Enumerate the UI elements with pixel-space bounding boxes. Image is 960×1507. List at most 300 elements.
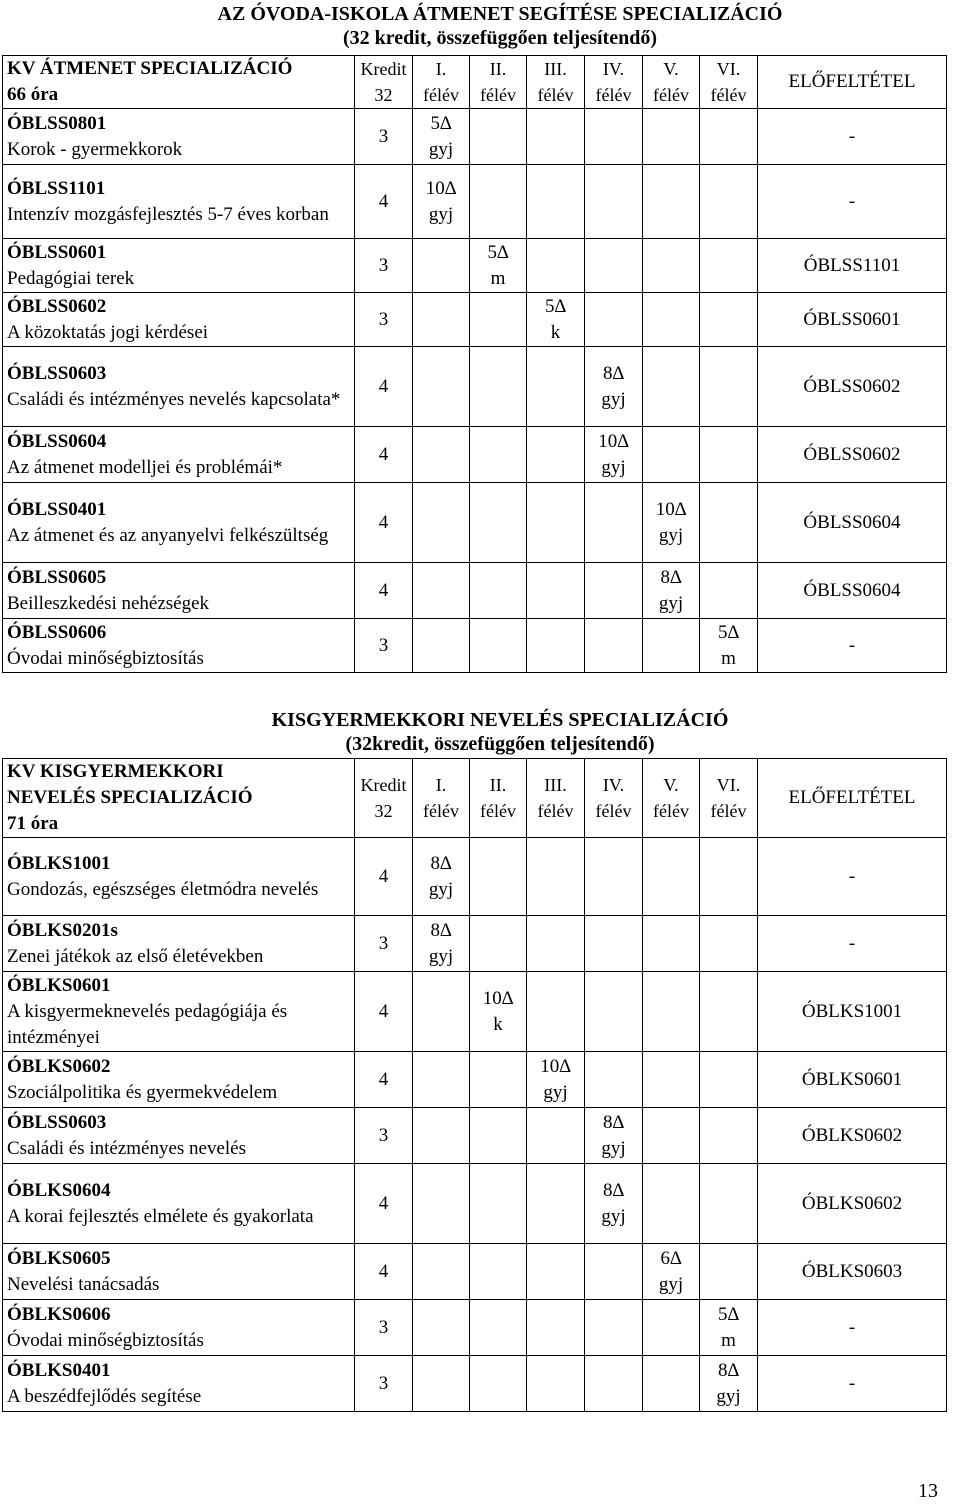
- course-prereq: ÓBLKS0603: [758, 1244, 947, 1300]
- table-row: [3, 1052, 947, 1108]
- semester-cell: [527, 427, 585, 483]
- semester-cell: [413, 563, 470, 619]
- semester-number: III.: [544, 775, 567, 795]
- course-cell: [3, 916, 355, 972]
- course-prereq: ÓBLKS0602: [758, 1108, 947, 1164]
- course-code: ÓBLSS0401: [7, 498, 107, 520]
- semester-cell: [700, 483, 758, 563]
- semester-cell: [585, 109, 643, 165]
- table-row: [3, 427, 947, 483]
- course-assessment: gyj: [601, 1137, 626, 1159]
- course-credit: 4: [355, 1244, 413, 1300]
- semester-cell: [585, 427, 643, 483]
- course-hours: 6∆: [660, 1247, 682, 1269]
- course-assessment: gyj: [658, 592, 684, 614]
- semester-cell: [585, 1164, 643, 1244]
- course-hours: 10∆: [482, 987, 514, 1009]
- semester-cell: [585, 293, 643, 347]
- course-hours: 5∆: [717, 1303, 740, 1325]
- course-cell: [3, 619, 355, 673]
- semester-cell: [643, 619, 700, 673]
- course-hours: 10∆: [655, 498, 687, 520]
- course-code: ÓBLSS0603: [7, 1111, 107, 1133]
- table-row: [3, 1300, 947, 1356]
- course-prereq: ÓBLKS0601: [758, 1052, 947, 1108]
- semester-cell: [700, 619, 758, 673]
- course-prereq: -: [758, 1356, 947, 1412]
- semester-word: félév: [423, 801, 459, 821]
- table-row: [3, 483, 947, 563]
- kredit-value: 32: [374, 85, 393, 105]
- semester-cell: [643, 1244, 700, 1300]
- course-title: A kisgyermeknevelés pedagógiája és intézményei: [7, 1000, 288, 1048]
- course-code: ÓBLKS0606: [7, 1303, 111, 1325]
- semester-cell: [470, 916, 527, 972]
- semester-cell: [413, 1244, 470, 1300]
- semester-header: [413, 759, 470, 838]
- semester-cell: [643, 165, 700, 239]
- course-assessment: m: [721, 647, 736, 669]
- course-prereq: -: [758, 1300, 947, 1356]
- semester-cell: [643, 239, 700, 293]
- course-prereq: ÓBLSS1101: [758, 239, 947, 293]
- section1-title-block: [160, 2, 840, 50]
- semester-cell: [413, 1164, 470, 1244]
- course-title: Beilleszkedési nehézségek: [7, 592, 210, 614]
- semester-cell: [700, 563, 758, 619]
- semester-number: I.: [435, 775, 447, 795]
- course-cell: [3, 293, 355, 347]
- semester-cell: [413, 165, 470, 239]
- course-assessment: gyj: [658, 524, 684, 546]
- section1-header-kredit: [355, 56, 413, 109]
- semester-cell: [700, 347, 758, 427]
- semester-cell: [700, 1108, 758, 1164]
- course-code: ÓBLSS0801: [7, 112, 107, 134]
- course-hours: 5∆: [717, 621, 740, 643]
- semester-cell: [585, 347, 643, 427]
- semester-cell: [643, 916, 700, 972]
- semester-cell: [470, 1164, 527, 1244]
- course-code: ÓBLSS0603: [7, 362, 107, 384]
- semester-header: [527, 56, 585, 109]
- section2-header-row: [3, 759, 947, 838]
- course-code: ÓBLSS0606: [7, 621, 107, 643]
- course-title: Gondozás, egészséges életmódra nevelés: [7, 878, 319, 900]
- semester-header: [643, 759, 700, 838]
- course-code: ÓBLSS0601: [7, 241, 107, 263]
- semester-word: félév: [537, 85, 574, 105]
- semester-cell: [470, 1244, 527, 1300]
- semester-cell: [700, 109, 758, 165]
- semester-cell: [585, 1108, 643, 1164]
- table-row: [3, 1244, 947, 1300]
- semester-word: félév: [710, 801, 747, 821]
- course-hours: 10∆: [425, 177, 457, 199]
- semester-cell: [413, 483, 470, 563]
- kredit-value: 32: [374, 801, 393, 821]
- table-row: [3, 619, 947, 673]
- semester-cell: [470, 1300, 527, 1356]
- semester-cell: [585, 483, 643, 563]
- course-credit: 3: [355, 109, 413, 165]
- semester-cell: [585, 1356, 643, 1412]
- semester-header: [700, 759, 758, 838]
- section2-table: [2, 758, 947, 1412]
- semester-cell: [643, 972, 700, 1052]
- course-code: ÓBLSS1101: [7, 177, 106, 199]
- semester-cell: [527, 483, 585, 563]
- semester-cell: [700, 838, 758, 916]
- semester-cell: [643, 427, 700, 483]
- course-cell: [3, 347, 355, 427]
- course-assessment: gyj: [428, 203, 454, 225]
- course-title: Korok - gyermekkorok: [7, 138, 183, 160]
- semester-cell: [700, 1052, 758, 1108]
- semester-cell: [643, 347, 700, 427]
- course-code: ÓBLSS0602: [7, 295, 107, 317]
- semester-header: [413, 56, 470, 109]
- semester-cell: [470, 619, 527, 673]
- course-assessment: gyj: [428, 878, 454, 900]
- table-row: [3, 1108, 947, 1164]
- course-hours: 8∆: [602, 362, 625, 384]
- semester-cell: [700, 972, 758, 1052]
- course-code: ÓBLSS0605: [7, 566, 107, 588]
- course-hours: 8∆: [430, 919, 452, 941]
- course-assessment: gyj: [601, 388, 626, 410]
- semester-cell: [413, 239, 470, 293]
- course-credit: 3: [355, 293, 413, 347]
- semester-cell: [413, 347, 470, 427]
- course-code: ÓBLKS1001: [7, 852, 111, 874]
- semester-word: félév: [653, 85, 689, 105]
- course-code: ÓBLKS0604: [7, 1179, 111, 1201]
- semester-cell: [470, 483, 527, 563]
- section2-header-name-line1: KV KISGYERMEKKORI: [7, 761, 224, 782]
- semester-number: II.: [489, 775, 507, 795]
- table-row: [3, 563, 947, 619]
- course-hours: 10∆: [598, 430, 629, 452]
- course-code: ÓBLKS0601: [7, 974, 111, 996]
- semester-word: félév: [595, 801, 632, 821]
- semester-cell: [527, 165, 585, 239]
- course-prereq: ÓBLSS0604: [758, 483, 947, 563]
- semester-header: [643, 56, 700, 109]
- semester-cell: [643, 1356, 700, 1412]
- course-hours: 5∆: [487, 241, 509, 263]
- course-prereq: -: [758, 838, 947, 916]
- semester-cell: [585, 916, 643, 972]
- semester-number: II.: [489, 59, 507, 79]
- table-row: [3, 347, 947, 427]
- course-hours: 8∆: [660, 566, 682, 588]
- semester-cell: [700, 1164, 758, 1244]
- semester-word: félév: [537, 801, 574, 821]
- course-hours: 8∆: [602, 1111, 625, 1133]
- course-cell: [3, 239, 355, 293]
- semester-number: I.: [435, 59, 447, 79]
- semester-word: félév: [595, 85, 632, 105]
- semester-header: [585, 759, 643, 838]
- course-assessment: k: [493, 1013, 503, 1035]
- course-title: A közoktatás jogi kérdései: [7, 321, 209, 343]
- semester-cell: [470, 838, 527, 916]
- table-row: [3, 916, 947, 972]
- semester-cell: [413, 1052, 470, 1108]
- semester-cell: [527, 972, 585, 1052]
- section2-header-name-line3: 71 óra: [7, 813, 59, 834]
- table-row: [3, 1164, 947, 1244]
- semester-cell: [527, 838, 585, 916]
- section1-header-name-line2: 66 óra: [7, 84, 59, 105]
- course-hours: 8∆: [602, 1179, 625, 1201]
- section1-subtitle: (32 kredit, összefüggően teljesítendő): [342, 27, 658, 49]
- section2-header-name: [3, 759, 355, 838]
- section1-table: [2, 55, 947, 673]
- semester-cell: [470, 1108, 527, 1164]
- table-row: [3, 293, 947, 347]
- semester-cell: [527, 109, 585, 165]
- course-cell: [3, 165, 355, 239]
- course-assessment: gyj: [716, 1385, 741, 1407]
- course-assessment: gyj: [543, 1081, 568, 1103]
- course-prereq: ÓBLKS1001: [758, 972, 947, 1052]
- course-title: Nevelési tanácsadás: [7, 1273, 160, 1295]
- table-row: [3, 972, 947, 1052]
- course-code: ÓBLKS0602: [7, 1055, 111, 1077]
- section1-header-name: [3, 56, 355, 109]
- semester-cell: [470, 347, 527, 427]
- course-title: Az átmenet és az anyanyelvi felkészültség: [7, 524, 329, 546]
- section2-header-kredit: [355, 759, 413, 838]
- course-cell: [3, 1356, 355, 1412]
- course-cell: [3, 483, 355, 563]
- course-assessment: m: [721, 1329, 736, 1351]
- course-cell: [3, 1244, 355, 1300]
- course-hours: 5∆: [430, 112, 452, 134]
- section2-title-block: [160, 708, 840, 756]
- course-assessment: k: [550, 321, 561, 343]
- course-credit: 3: [355, 1108, 413, 1164]
- semester-cell: [700, 293, 758, 347]
- course-assessment: gyj: [658, 1273, 684, 1295]
- semester-cell: [700, 1244, 758, 1300]
- course-title: Óvodai minőségbiztosítás: [7, 647, 204, 669]
- semester-cell: [527, 1356, 585, 1412]
- course-hours: 5∆: [544, 295, 567, 317]
- semester-cell: [700, 239, 758, 293]
- semester-header: [470, 759, 527, 838]
- course-prereq: -: [758, 619, 947, 673]
- course-code: ÓBLSS0604: [7, 430, 107, 452]
- semester-header: [527, 759, 585, 838]
- semester-cell: [413, 1356, 470, 1412]
- semester-number: III.: [544, 59, 567, 79]
- course-title: Óvodai minőségbiztosítás: [7, 1329, 204, 1351]
- course-code: ÓBLKS0605: [7, 1247, 111, 1269]
- semester-cell: [585, 165, 643, 239]
- semester-cell: [413, 916, 470, 972]
- semester-cell: [413, 1300, 470, 1356]
- course-cell: [3, 1108, 355, 1164]
- semester-cell: [700, 427, 758, 483]
- course-title: Családi és intézményes nevelés kapcsolata*: [7, 388, 341, 410]
- semester-cell: [643, 1164, 700, 1244]
- section1-header-name-line1: KV ÁTMENET SPECIALIZÁCIÓ: [7, 58, 293, 79]
- semester-cell: [527, 239, 585, 293]
- table-row: [3, 1356, 947, 1412]
- semester-cell: [585, 838, 643, 916]
- semester-number: VI.: [716, 59, 741, 79]
- semester-cell: [470, 427, 527, 483]
- semester-header: [700, 56, 758, 109]
- semester-cell: [585, 563, 643, 619]
- course-hours: 10∆: [540, 1055, 571, 1077]
- course-credit: 3: [355, 1300, 413, 1356]
- kredit-label: Kredit: [360, 775, 407, 795]
- semester-cell: [527, 1300, 585, 1356]
- course-title: Intenzív mozgásfejlesztés 5-7 éves korban: [7, 203, 329, 225]
- semester-cell: [470, 563, 527, 619]
- semester-cell: [643, 1300, 700, 1356]
- course-prereq: ÓBLKS0602: [758, 1164, 947, 1244]
- semester-cell: [585, 972, 643, 1052]
- course-cell: [3, 1052, 355, 1108]
- semester-cell: [527, 1052, 585, 1108]
- course-prereq: ÓBLSS0602: [758, 427, 947, 483]
- course-credit: 4: [355, 838, 413, 916]
- course-prereq: -: [758, 109, 947, 165]
- semester-cell: [643, 1052, 700, 1108]
- semester-word: félév: [480, 801, 516, 821]
- section2-title: KISGYERMEKKORI NEVELÉS SPECIALIZÁCIÓ: [271, 709, 729, 731]
- semester-cell: [643, 293, 700, 347]
- semester-cell: [700, 916, 758, 972]
- course-prereq: -: [758, 165, 947, 239]
- course-credit: 4: [355, 165, 413, 239]
- table-row: [3, 165, 947, 239]
- semester-cell: [643, 838, 700, 916]
- semester-cell: [527, 1164, 585, 1244]
- semester-cell: [643, 563, 700, 619]
- course-prereq: ÓBLSS0604: [758, 563, 947, 619]
- semester-cell: [413, 1108, 470, 1164]
- semester-cell: [470, 972, 527, 1052]
- course-credit: 4: [355, 347, 413, 427]
- semester-word: félév: [653, 801, 689, 821]
- table-row: [3, 109, 947, 165]
- course-cell: [3, 109, 355, 165]
- course-prereq: ÓBLSS0601: [758, 293, 947, 347]
- course-credit: 3: [355, 239, 413, 293]
- course-title: A beszédfejlődés segítése: [7, 1385, 202, 1407]
- section2-header-name-line2: NEVELÉS SPECIALIZÁCIÓ: [7, 787, 253, 808]
- course-cell: [3, 838, 355, 916]
- semester-cell: [470, 165, 527, 239]
- semester-cell: [585, 1300, 643, 1356]
- semester-cell: [585, 619, 643, 673]
- semester-word: félév: [480, 85, 516, 105]
- course-code: ÓBLKS0201s: [7, 919, 118, 941]
- course-title: Az átmenet modelljei és problémái*: [7, 456, 283, 478]
- semester-cell: [643, 1108, 700, 1164]
- course-hours: 8∆: [430, 852, 452, 874]
- course-credit: 4: [355, 1052, 413, 1108]
- semester-cell: [527, 347, 585, 427]
- course-assessment: gyj: [428, 138, 454, 160]
- course-assessment: m: [490, 267, 506, 289]
- section1-title: AZ ÓVODA-ISKOLA ÁTMENET SEGÍTÉSE SPECIALIZÁCIÓ: [217, 3, 783, 25]
- table-row: [3, 239, 947, 293]
- course-code: ÓBLKS0401: [7, 1359, 111, 1381]
- semester-number: IV.: [602, 775, 625, 795]
- semester-cell: [643, 109, 700, 165]
- semester-cell: [527, 916, 585, 972]
- semester-cell: [470, 293, 527, 347]
- semester-cell: [413, 972, 470, 1052]
- course-credit: 4: [355, 563, 413, 619]
- semester-cell: [470, 239, 527, 293]
- section1-header-row: [3, 56, 947, 109]
- course-assessment: gyj: [601, 456, 626, 478]
- course-title: Zenei játékok az első életévekben: [7, 945, 264, 967]
- course-credit: 3: [355, 619, 413, 673]
- semester-cell: [413, 619, 470, 673]
- semester-cell: [700, 1356, 758, 1412]
- course-credit: 4: [355, 483, 413, 563]
- course-credit: 4: [355, 972, 413, 1052]
- course-hours: 8∆: [717, 1359, 740, 1381]
- course-prereq: -: [758, 916, 947, 972]
- semester-cell: [413, 109, 470, 165]
- semester-cell: [470, 1052, 527, 1108]
- course-credit: 3: [355, 1356, 413, 1412]
- semester-cell: [413, 427, 470, 483]
- course-prereq: ÓBLSS0602: [758, 347, 947, 427]
- semester-word: félév: [710, 85, 747, 105]
- semester-word: félév: [423, 85, 459, 105]
- semester-number: V.: [663, 59, 679, 79]
- course-cell: [3, 972, 355, 1052]
- semester-number: VI.: [716, 775, 741, 795]
- course-title: Szociálpolitika és gyermekvédelem: [7, 1081, 278, 1103]
- course-assessment: gyj: [601, 1205, 626, 1227]
- semester-cell: [700, 165, 758, 239]
- semester-cell: [585, 1244, 643, 1300]
- course-credit: 4: [355, 1164, 413, 1244]
- semester-cell: [527, 293, 585, 347]
- semester-header: [470, 56, 527, 109]
- course-cell: [3, 1300, 355, 1356]
- table-row: [3, 838, 947, 916]
- semester-cell: [470, 109, 527, 165]
- course-assessment: gyj: [428, 945, 454, 967]
- semester-cell: [413, 838, 470, 916]
- semester-cell: [700, 1300, 758, 1356]
- course-title: Pedagógiai terek: [7, 267, 135, 289]
- semester-cell: [585, 1052, 643, 1108]
- course-cell: [3, 1164, 355, 1244]
- course-cell: [3, 427, 355, 483]
- course-title: A korai fejlesztés elmélete és gyakorlata: [7, 1205, 314, 1227]
- semester-cell: [413, 293, 470, 347]
- semester-cell: [643, 483, 700, 563]
- section2-subtitle: (32kredit, összefüggően teljesítendő): [345, 733, 655, 755]
- semester-cell: [527, 1244, 585, 1300]
- semester-cell: [527, 563, 585, 619]
- section1-header-prereq: ELŐFELTÉTEL: [758, 56, 947, 109]
